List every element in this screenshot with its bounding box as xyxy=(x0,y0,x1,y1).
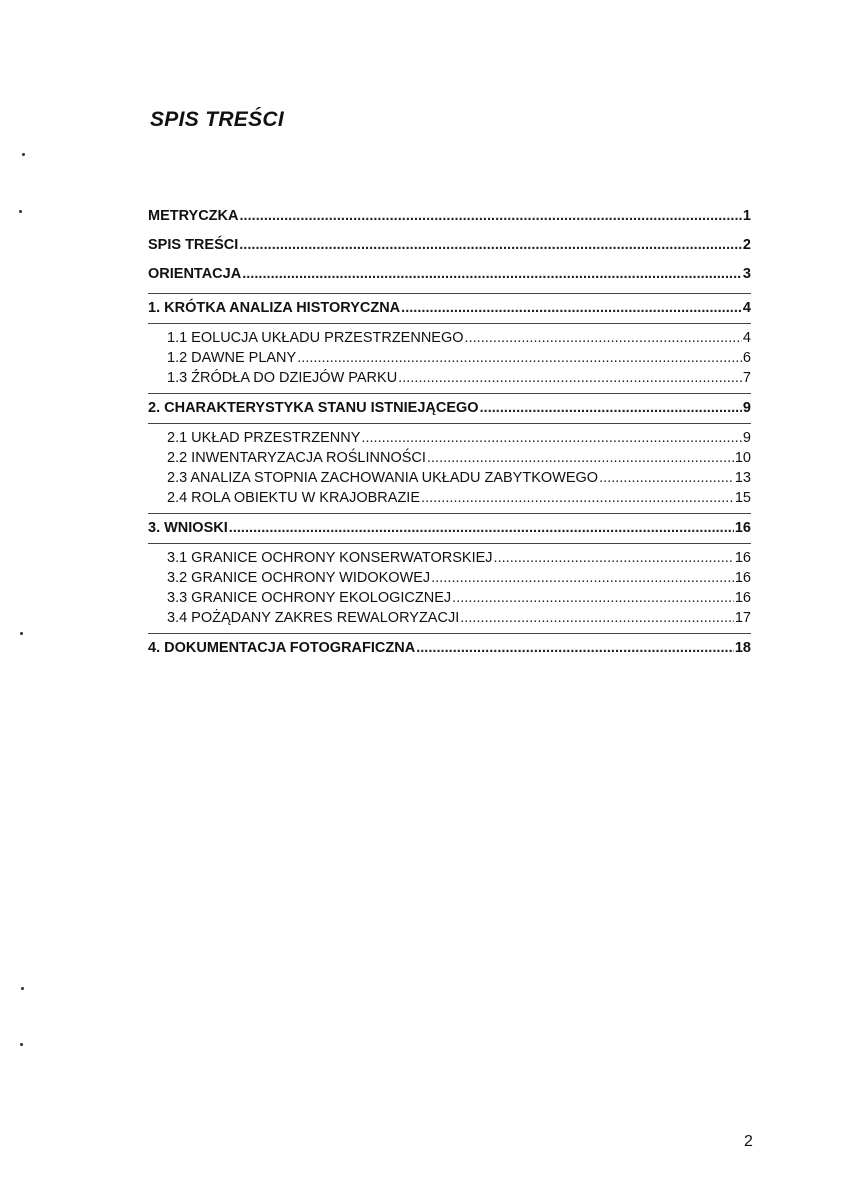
toc-entry-page: 15 xyxy=(734,490,751,506)
toc-entry[interactable] xyxy=(148,231,751,260)
toc-entry-label: SPIS TREŚCI xyxy=(148,237,239,253)
toc-entry-label: 1.2 DAWNE PLANY xyxy=(167,350,297,366)
toc-chapter-entry[interactable] xyxy=(148,514,751,543)
dot-leader xyxy=(361,428,742,448)
toc-chapter xyxy=(148,393,751,513)
toc-chapter xyxy=(148,293,751,393)
page-number: 2 xyxy=(744,1133,753,1150)
dot-leader xyxy=(494,548,734,568)
toc-subsection-list xyxy=(148,543,751,633)
toc-entry-page: 16 xyxy=(734,570,751,586)
dot-leader xyxy=(480,394,742,423)
toc-subsection-entry[interactable] xyxy=(167,328,751,348)
toc-entry-label: 3.3 GRANICE OCHRONY EKOLOGICZNEJ xyxy=(167,590,452,606)
scan-speck xyxy=(21,987,24,990)
toc-entry-label: 1.1 EOLUCJA UKŁADU PRZESTRZENNEGO xyxy=(167,330,464,346)
dot-leader xyxy=(452,588,734,608)
dot-leader xyxy=(239,231,742,260)
toc-entry-page: 4 xyxy=(742,300,751,316)
dot-leader xyxy=(431,568,734,588)
toc-entry-page: 16 xyxy=(734,550,751,566)
toc-entry-label: ORIENTACJA xyxy=(148,266,242,282)
toc-entry-label: 2.3 ANALIZA STOPNIA ZACHOWANIA UKŁADU ZABYTKOWEGO xyxy=(167,470,599,486)
toc-entry-page: 3 xyxy=(742,266,751,282)
toc-subsection-entry[interactable] xyxy=(167,368,751,388)
toc-subsection-entry[interactable] xyxy=(167,448,751,468)
scan-speck xyxy=(20,632,23,635)
toc-entry-label: METRYCZKA xyxy=(148,208,239,224)
toc-entry-page: 6 xyxy=(742,350,751,366)
dot-leader xyxy=(421,488,734,508)
toc-entry-page: 9 xyxy=(742,400,751,416)
table-of-contents xyxy=(148,202,751,663)
toc-chapter xyxy=(148,633,751,663)
toc-entry-page: 7 xyxy=(742,370,751,386)
toc-entry-label: 2.2 INWENTARYZACJA ROŚLINNOŚCI xyxy=(167,450,426,466)
toc-entry-page: 13 xyxy=(734,470,751,486)
toc-entry-label: 1. KRÓTKA ANALIZA HISTORYCZNA xyxy=(148,300,401,316)
toc-entry-label: 1.3 ŹRÓDŁA DO DZIEJÓW PARKU xyxy=(167,370,398,386)
toc-subsection-list xyxy=(148,323,751,393)
dot-leader xyxy=(416,634,734,663)
toc-chapter xyxy=(148,513,751,633)
toc-entry-label: 3. WNIOSKI xyxy=(148,520,228,536)
toc-entry-label: 2.4 ROLA OBIEKTU W KRAJOBRAZIE xyxy=(167,490,421,506)
toc-entry-page: 9 xyxy=(742,430,751,446)
toc-entry-label: 2.1 UKŁAD PRZESTRZENNY xyxy=(167,430,361,446)
dot-leader xyxy=(427,448,734,468)
toc-entry[interactable] xyxy=(148,202,751,231)
toc-subsection-entry[interactable] xyxy=(167,568,751,588)
toc-entry-page: 10 xyxy=(734,450,751,466)
dot-leader xyxy=(465,328,742,348)
dot-leader xyxy=(239,202,741,231)
dot-leader xyxy=(297,348,742,368)
toc-entry[interactable] xyxy=(148,260,751,289)
toc-subsection-list xyxy=(148,423,751,513)
toc-entry-page: 17 xyxy=(734,610,751,626)
toc-subsection-entry[interactable] xyxy=(167,548,751,568)
toc-entry-page: 1 xyxy=(742,208,751,224)
dot-leader xyxy=(599,468,734,488)
dot-leader xyxy=(229,514,734,543)
toc-entry-page: 18 xyxy=(734,640,751,656)
toc-entry-page: 16 xyxy=(734,590,751,606)
toc-entry-page: 2 xyxy=(742,237,751,253)
toc-entry-label: 3.4 POŻĄDANY ZAKRES REWALORYZACJI xyxy=(167,610,460,626)
toc-subsection-entry[interactable] xyxy=(167,348,751,368)
toc-entry-label: 3.2 GRANICE OCHRONY WIDOKOWEJ xyxy=(167,570,431,586)
toc-chapter-entry[interactable] xyxy=(148,634,751,663)
toc-subsection-entry[interactable] xyxy=(167,468,751,488)
dot-leader xyxy=(460,608,734,628)
toc-entry-label: 3.1 GRANICE OCHRONY KONSERWATORSKIEJ xyxy=(167,550,493,566)
toc-chapter-entry[interactable] xyxy=(148,294,751,323)
scan-speck xyxy=(22,153,25,156)
dot-leader xyxy=(242,260,742,289)
toc-entry-page: 4 xyxy=(742,330,751,346)
toc-subsection-entry[interactable] xyxy=(167,428,751,448)
page-title: SPIS TREŚCI xyxy=(150,108,284,131)
scan-speck xyxy=(20,1043,23,1046)
toc-chapter-entry[interactable] xyxy=(148,394,751,423)
toc-entry-label: 4. DOKUMENTACJA FOTOGRAFICZNA xyxy=(148,640,416,656)
scan-speck xyxy=(19,210,22,213)
toc-subsection-entry[interactable] xyxy=(167,608,751,628)
dot-leader xyxy=(401,294,742,323)
dot-leader xyxy=(398,368,742,388)
toc-subsection-entry[interactable] xyxy=(167,488,751,508)
toc-entry-label: 2. CHARAKTERYSTYKA STANU ISTNIEJĄCEGO xyxy=(148,400,479,416)
toc-subsection-entry[interactable] xyxy=(167,588,751,608)
toc-entry-page: 16 xyxy=(734,520,751,536)
